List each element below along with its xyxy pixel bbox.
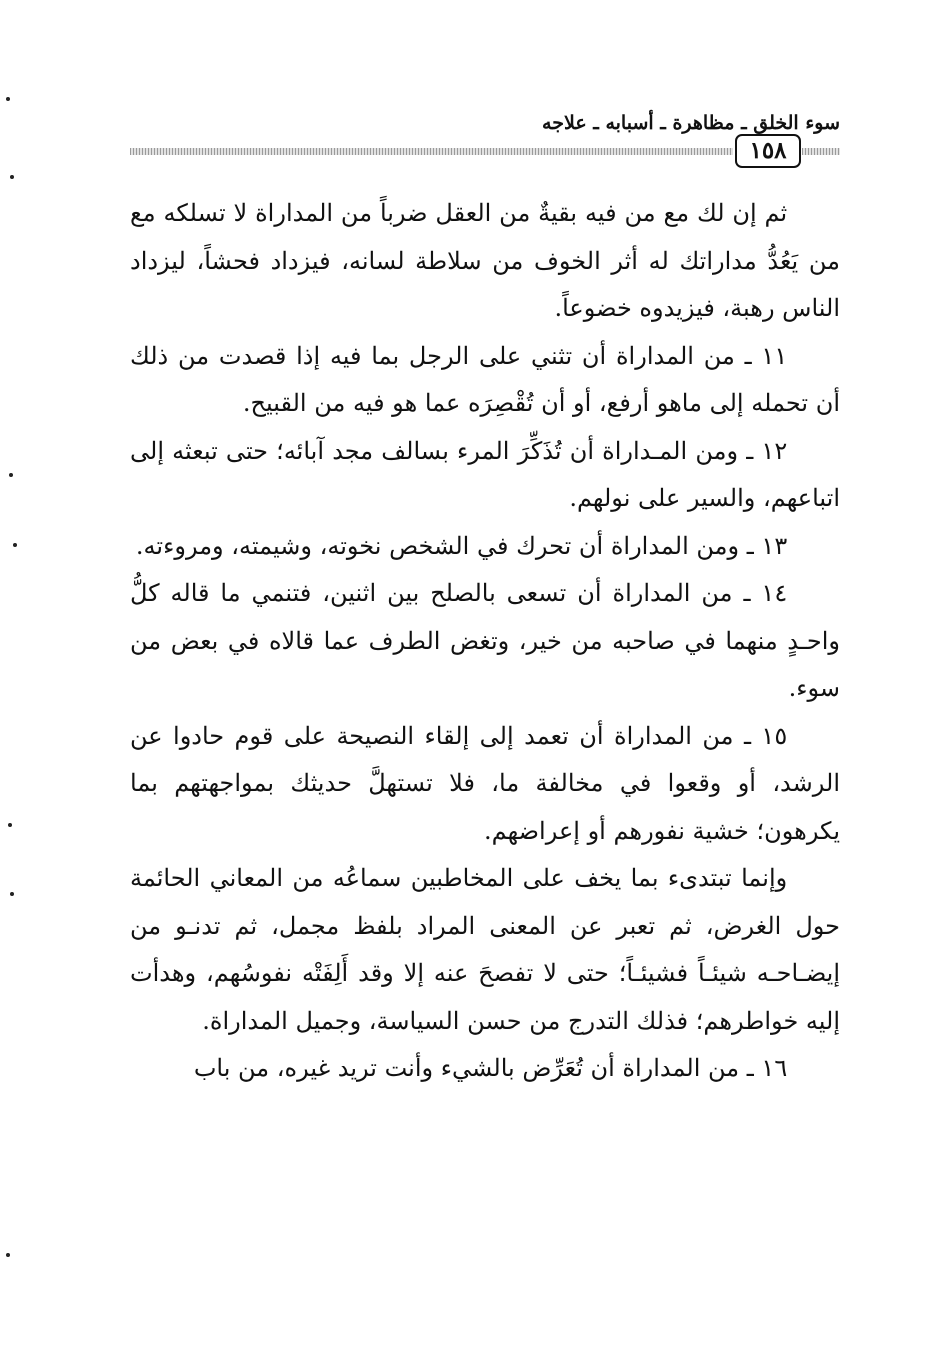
- paragraph: ١١ ـ من المداراة أن تثني على الرجل بما فيه إذا قصدت من ذلك أن تحمله إلى ماهو أرفع، أو أن تُقْصِرَه عما هو فيه من القبيح.: [130, 341, 840, 417]
- scan-speck: [9, 473, 13, 477]
- paragraph: ١٣ ـ ومن المداراة أن تحرك في الشخص نخوته، وشيمته، ومروءته.: [135, 531, 788, 560]
- running-title: سوء الخلق ـ مظاهرة ـ أسبابه ـ علاجه: [542, 112, 840, 134]
- paragraph: ١٦ ـ من المداراة أن تُعَرِّض بالشيء وأنت تريد غيره، من باب: [193, 1054, 788, 1082]
- scan-speck: [6, 1253, 10, 1257]
- scan-speck: [10, 175, 14, 179]
- scan-speck: [10, 892, 14, 896]
- scan-speck: [8, 823, 12, 827]
- paragraph: ١٤ ـ من المداراة أن تسعى بالصلح بين اثنين، فتنمي ما قاله كلُّ واحـدٍ منهما في صاحبه من خير، وتغض الطرف عما قالاه في بعض من سوء.: [130, 579, 840, 702]
- header-rule: [130, 148, 733, 155]
- paragraph: ١٥ ـ من المداراة أن تعمد إلى إلقاء النصيحة على قوم حادوا عن الرشد، أو وقعوا في مخالفة ما، فلا تستهلَّ حديثك بمواجهتهم بما يكرهون؛ خشية نفورهم أو إعراضهم.: [130, 721, 840, 845]
- scan-speck: [13, 543, 17, 547]
- paragraph: وإنما تبتدىء بما يخف على المخاطبين سماعُه من المعاني الحائمة حول الغرض، ثم تعبر عن المعنى المراد بلفظ مجمل، ثم تدنـو من إيضـاحـه شيئـاً فشيئـاً؛ حتى لا تفصحَ عنه إلا وقد أَلِفَتْه نفوسُهم، وهدأت إليه خواطرهم؛ فذلك التدرج من حسن السياسة، وجميل المداراة.: [130, 864, 841, 1035]
- scan-speck: [6, 97, 10, 101]
- paragraph: ١٢ ـ ومن المـداراة أن تُذَكِّرَ المرء بسالف مجد آبائه؛ حتى تبعثه إلى اتباعهم، والسير على نولهم.: [130, 436, 840, 512]
- body-text: [130, 190, 840, 1093]
- header-rule-end: [802, 148, 840, 155]
- paragraph: ثم إن لك مع من فيه بقيةٌ من العقل ضرباً من المداراة لا تسلكه مع من يَعُدُّ مداراتك له أثر الخوف من سلاطة لسانه، فيزداد فحشاً، ليزداد الناس رهبة، فيزيدوه خضوعاً.: [130, 199, 840, 322]
- page-number: ١٥٨: [735, 134, 801, 168]
- page-header: [130, 112, 840, 172]
